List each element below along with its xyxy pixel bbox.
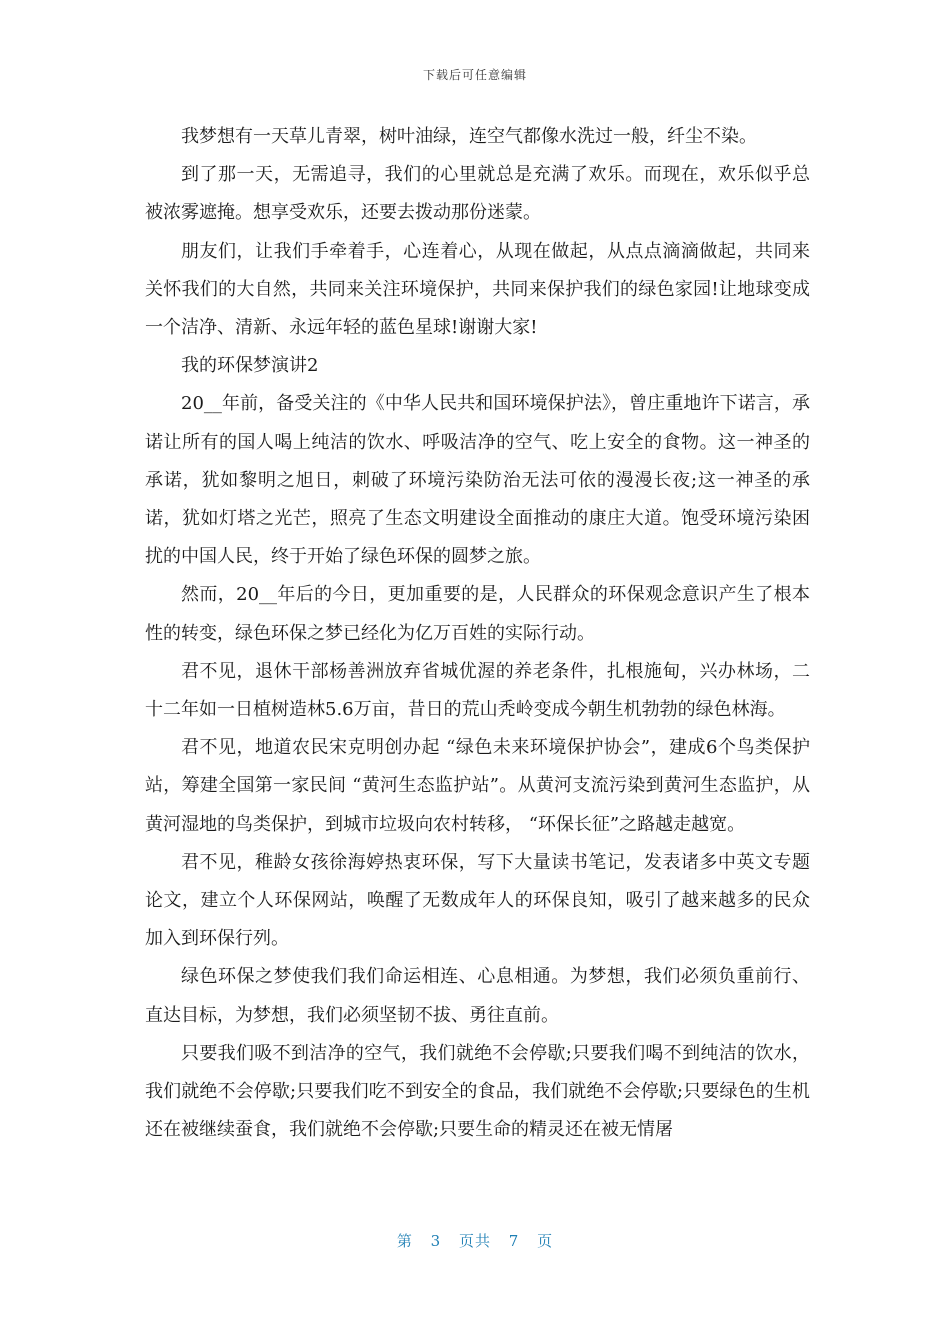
paragraph: 20__年前，备受关注的《中华人民共和国环境保护法》，曾庄重地许下诺言，承诺让所有的国人喝上纯洁的饮水、呼吸洁净的空气、吃上安全的食物。这一神圣的承诺，犹如黎明之旭日，刺破了环境污染防治无法可依的漫漫长夜;这一神圣的承诺，犹如灯塔之光芒，照亮了生态文明建设全面推动的康庄大道。饱受环境污染困扰的中国人民，终于开始了绿色环保的圆梦之旅。 [145,393,810,568]
section-heading: 我的环保梦演讲2 [181,355,319,377]
page-number-footer: 第 3 页共 7 页 [396,1232,554,1250]
paragraph: 君不见，地道农民宋克明创办起 “绿色未来环境保护协会”，建成6个鸟类保护站，筹建全国第一家民间 “黄河生态监护站”。从黄河支流污染到黄河生态监护，从黄河湿地的鸟类保护，到城市垃圾向农村转移， “环保长征”之路越走越宽。 [145,737,810,835]
paragraph: 我梦想有一天草儿青翠，树叶油绿，连空气都像水洗过一般，纤尘不染。 [181,126,757,147]
paragraph: 君不见，退休干部杨善洲放弃省城优渥的养老条件，扎根施甸，兴办林场，二十二年如一日植树造林5.6万亩，昔日的荒山秃岭变成今朝生机勃勃的绿色林海。 [145,660,810,721]
paragraph: 然而，20__年后的今日，更加重要的是，人民群众的环保观念意识产生了根本性的转变，绿色环保之梦已经化为亿万百姓的实际行动。 [145,584,810,644]
page-header: 下载后可任意编辑 [422,68,527,82]
paragraph: 绿色环保之梦使我们我们命运相连、心息相通。为梦想，我们必须负重前行、直达目标，为梦想，我们必须坚韧不拔、勇往直前。 [145,966,810,1026]
paragraph: 只要我们吸不到洁净的空气，我们就绝不会停歇;只要我们喝不到纯洁的饮水，我们就绝不会停歇;只要我们吃不到安全的食品，我们就绝不会停歇;只要绿色的生机还在被继续蚕食，我们就绝不会停歇;只要生命的精灵还在被无情屠 [145,1042,810,1141]
paragraph: 到了那一天，无需追寻，我们的心里就总是充满了欢乐。而现在，欢乐似乎总被浓雾遮掩。想享受欢乐，还要去拨动那份迷蒙。 [145,164,810,224]
document-body [145,118,810,1149]
paragraph: 朋友们，让我们手牵着手，心连着心，从现在做起，从点点滴滴做起，共同来关怀我们的大自然，共同来关注环境保护，共同来保护我们的绿色家园!让地球变成一个洁净、清新、永远年轻的蓝色星球!谢谢大家! [145,240,810,339]
paragraph: 君不见，稚龄女孩徐海婷热衷环保，写下大量读书笔记，发表诸多中英文专题论文，建立个人环保网站，唤醒了无数成年人的环保良知，吸引了越来越多的民众加入到环保行列。 [145,851,810,950]
